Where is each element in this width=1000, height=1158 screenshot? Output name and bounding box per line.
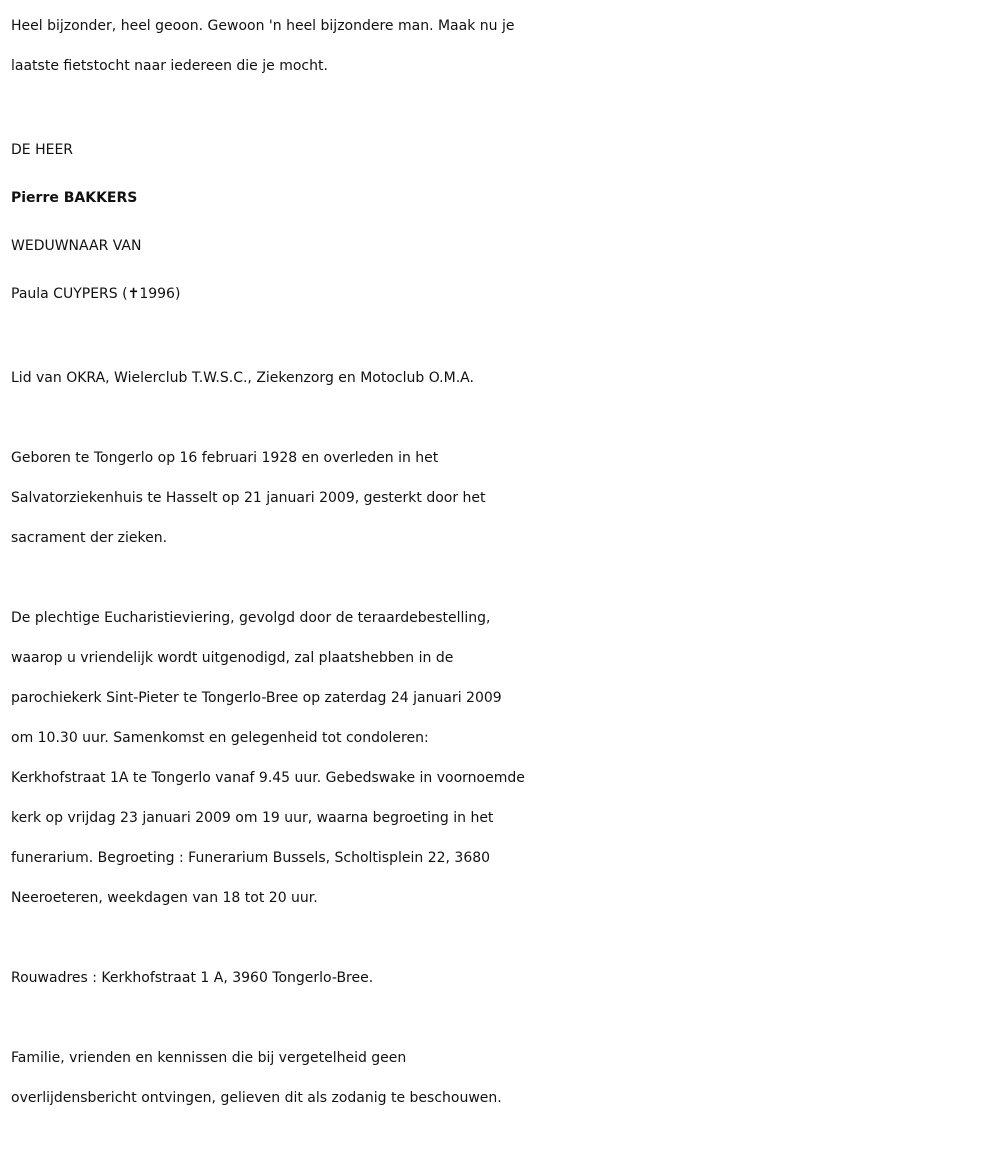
ceremony-line-4: om 10.30 uur. Samenkomst en gelegenheid tot condoleren:: [11, 730, 429, 746]
relation-label: WEDUWNAAR VAN: [11, 238, 142, 254]
birth-death-line-3: sacrament der zieken.: [11, 530, 168, 546]
deceased-title: DE HEER: [11, 142, 74, 158]
ceremony-line-7: funerarium. Begroeting : Funerarium Bussels, Scholtisplein 22, 3680: [11, 850, 491, 866]
closing-line-2: overlijdensbericht ontvingen, gelieven dit als zodanig te beschouwen.: [11, 1090, 502, 1106]
intro-line-1: Heel bijzonder, heel geoon. Gewoon 'n heel bijzondere man. Maak nu je: [11, 18, 515, 34]
cross-icon: ✝: [127, 286, 140, 302]
ceremony-line-2: waarop u vriendelijk wordt uitgenodigd, zal plaatshebben in de: [11, 650, 454, 666]
ceremony-line-1: De plechtige Eucharistieviering, gevolgd door de teraardebestelling,: [11, 610, 491, 626]
obituary-document: [11, 6, 996, 1158]
mourning-address: Rouwadres : Kerkhofstraat 1 A, 3960 Tongerlo-Bree.: [11, 970, 374, 986]
birth-death-line-1: Geboren te Tongerlo op 16 februari 1928 en overleden in het: [11, 450, 439, 466]
birth-death-paragraph: [11, 438, 996, 558]
closing-line-1: Familie, vrienden en kennissen die bij vergetelheid geen: [11, 1050, 407, 1066]
birth-death-line-2: Salvatorziekenhuis te Hasselt op 21 januari 2009, gesterkt door het: [11, 490, 486, 506]
spouse-line: [11, 270, 996, 318]
ceremony-line-5: Kerkhofstraat 1A te Tongerlo vanaf 9.45 uur. Gebedswake in voornoemde: [11, 770, 525, 786]
deceased-name: Pierre BAKKERS: [11, 190, 138, 206]
ceremony-line-8: Neeroeteren, weekdagen van 18 tot 20 uur.: [11, 890, 318, 906]
ceremony-line-6: kerk op vrijdag 23 januari 2009 om 19 uur, waarna begroeting in het: [11, 810, 494, 826]
spouse-name: Paula CUYPERS (: [11, 286, 128, 302]
intro-line-2: laatste fietstocht naar iedereen die je mocht.: [11, 58, 328, 74]
ceremony-line-3: parochiekerk Sint-Pieter te Tongerlo-Bree op zaterdag 24 januari 2009: [11, 690, 502, 706]
membership-paragraph: [11, 358, 996, 398]
membership-line: Lid van OKRA, Wielerclub T.W.S.C., Ziekenzorg en Motoclub O.M.A.: [11, 370, 474, 386]
deceased-block: [11, 126, 996, 318]
spouse-death-year: 1996): [139, 286, 181, 302]
ceremony-paragraph: [11, 598, 996, 918]
address-paragraph: [11, 958, 996, 998]
intro-quote: [11, 6, 996, 86]
closing-paragraph: [11, 1038, 996, 1118]
